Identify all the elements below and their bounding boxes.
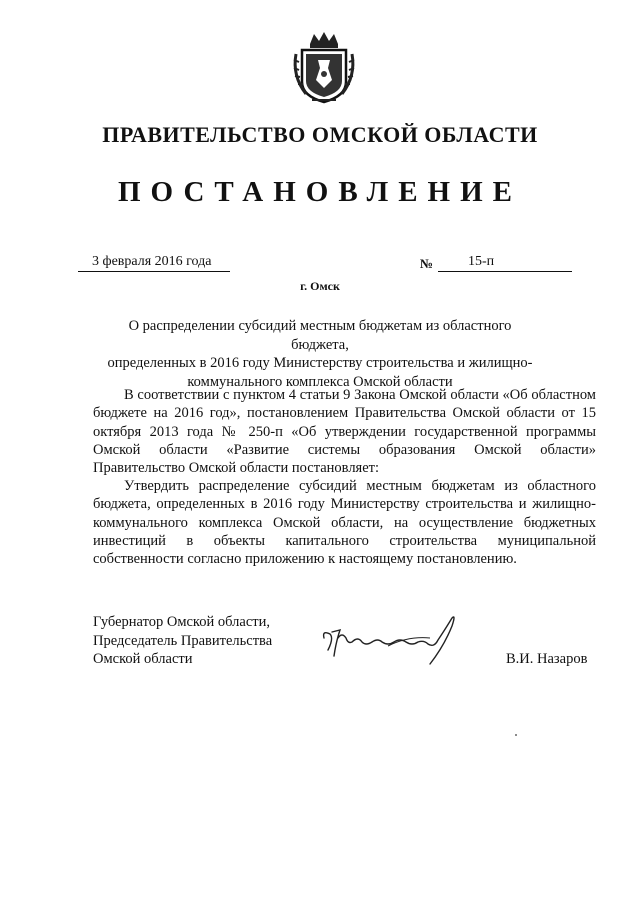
signer-name: В.И. Назаров — [506, 651, 588, 667]
document-number: 15-п — [438, 254, 572, 272]
body-paragraph-resolution: Утвердить распределение субсидий местным бюджетам из областного бюджета, определенных в 2016 году Министерству строительства и жилищно-коммунального комплекса Омской области, на осуществление бюджетных инвестиций в объекты капитального строительства муниципальной собственности согласно приложению к настоящему постановлению. — [93, 478, 596, 568]
city: г. Омск — [300, 279, 340, 293]
subject-line: определенных в 2016 году Министерству строительства и жилищно- — [107, 355, 533, 371]
scan-dot — [514, 733, 518, 737]
subject-line: коммунального комплекса Омской области — [187, 373, 453, 390]
document-subject — [100, 317, 540, 391]
document-number-label: № — [420, 256, 434, 271]
handwritten-signature — [318, 612, 463, 670]
document-date: 3 февраля 2016 года — [78, 254, 230, 272]
body-paragraph-legal-basis: В соответствии с пунктом 4 статьи 9 Закона Омской области «Об областном бюджете на 2016 год», постановлением Правительства Омской области от 15 октября 2013 года № 250-п «Об утверждении государственной программы Омской области «Развитие системы образования Омской области» Правительство Омской области постановляет: — [93, 387, 596, 477]
signer-title-line: Омской области — [93, 651, 193, 667]
subject-line: О распределении субсидий местным бюджетам из областного бюджета, — [128, 318, 512, 353]
signer-title — [93, 613, 272, 669]
coat-of-arms-icon — [288, 30, 360, 106]
organization-title: ПРАВИТЕЛЬСТВО ОМСКОЙ ОБЛАСТИ — [102, 122, 538, 147]
signer-title-line: Председатель Правительства — [93, 632, 273, 649]
document-type-title: ПОСТАНОВЛЕНИЕ — [117, 176, 522, 208]
signer-title-line: Губернатор Омской области, — [93, 614, 270, 630]
